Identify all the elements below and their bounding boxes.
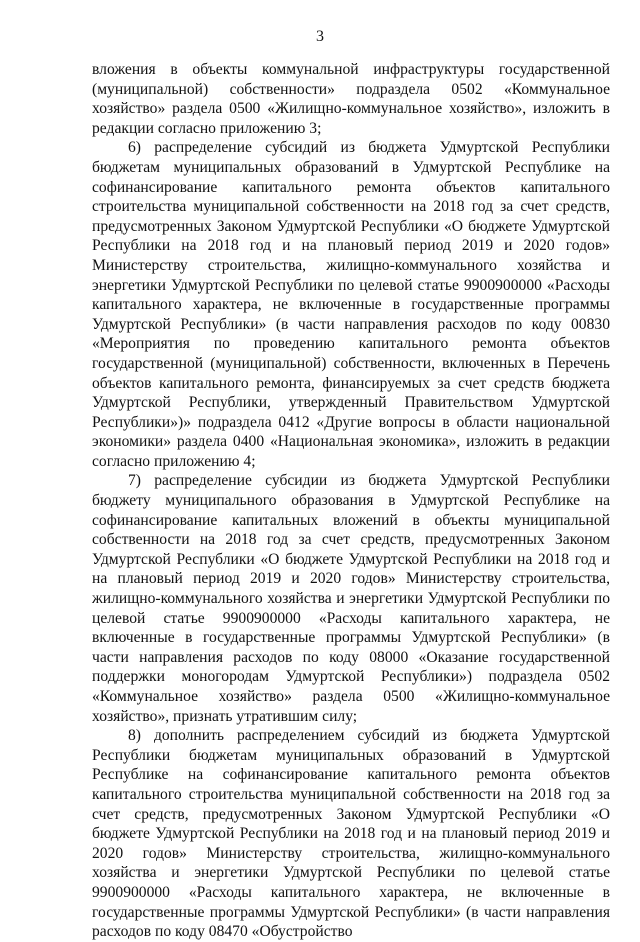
paragraph-item-7: 7) распределение субсидии из бюджета Удмуртской Республики бюджету муниципального образования в Удмуртской Республике на софинансирование капитальных вложений в объекты муниципальной собственности на 2018 год за счет средств, предусмотренных Законом Удмуртской Республики «О бюджете Удмуртской Республики на 2018 год и на плановый период 2019 и 2020 годов» Министерству строительства, жилищно-коммунального хозяйства и энергетики Удмуртской Республики по целевой статье 9900900000 «Расходы капитального характера, не включенные в государственные программы Удмуртской Республики» (в части направления расходов по коду 08000 «Оказание государственной поддержки моногородам Удмуртской Республики») подраздела 0502 «Коммунальное хозяйство» раздела 0500 «Жилищно-коммунальное хозяйство», признать утратившим силу; bbox=[92, 472, 610, 725]
paragraph-item-8: 8) дополнить распределением субсидий из бюджета Удмуртской Республики бюджетам муниципальных образований в Удмуртской Республике на софинансирование капитального ремонта объектов капитального строительства муниципальной собственности на 2018 год за счет средств, предусмотренных Законом Удмуртской Республики «О бюджете Удмуртской Республики на 2018 год и на плановый период 2019 и 2020 годов» Министерству строительства, жилищно-коммунального хозяйства и энергетики Удмуртской Республики по целевой статье 9900900000 «Расходы капитального характера, не включенные в государственные программы Удмуртской Республики» (в части направления расходов по коду 08470 «Обустройство bbox=[92, 727, 610, 941]
page-number: 3 bbox=[316, 28, 324, 45]
document-body bbox=[92, 60, 610, 942]
paragraph-item-6: 6) распределение субсидий из бюджета Удмуртской Республики бюджетам муниципальных образований в Удмуртской Республике на софинансирование капитального ремонта объектов капитального строительства муниципальной собственности на 2018 год за счет средств, предусмотренных Законом Удмуртской Республики «О бюджете Удмуртской Республики на 2018 год и на плановый период 2019 и 2020 годов» Министерству строительства, жилищно-коммунального хозяйства и энергетики Удмуртской Республики по целевой статье 9900900000 «Расходы капитального характера, не включенные в государственные программы Удмуртской Республики» (в части направления расходов по коду 00830 «Мероприятия по проведению капитального ремонта объектов государственной (муниципальной) собственности, включенных в Перечень объектов капитального ремонта, финансируемых за счет средств бюджета Удмуртской Республики, утвержденный Правительством Удмуртской Республики»)» подраздела 0412 «Другие вопросы в области национальной экономики» раздела 0400 «Национальная экономика», изложить в редакции согласно приложению 4; bbox=[92, 139, 610, 470]
paragraph-continuation: вложения в объекты коммунальной инфраструктуры государственной (муниципальной) собственности» подраздела 0502 «Коммунальное хозяйство» раздела 0500 «Жилищно-коммунальное хозяйство», изложить в редакции согласно приложению 3; bbox=[92, 61, 610, 137]
